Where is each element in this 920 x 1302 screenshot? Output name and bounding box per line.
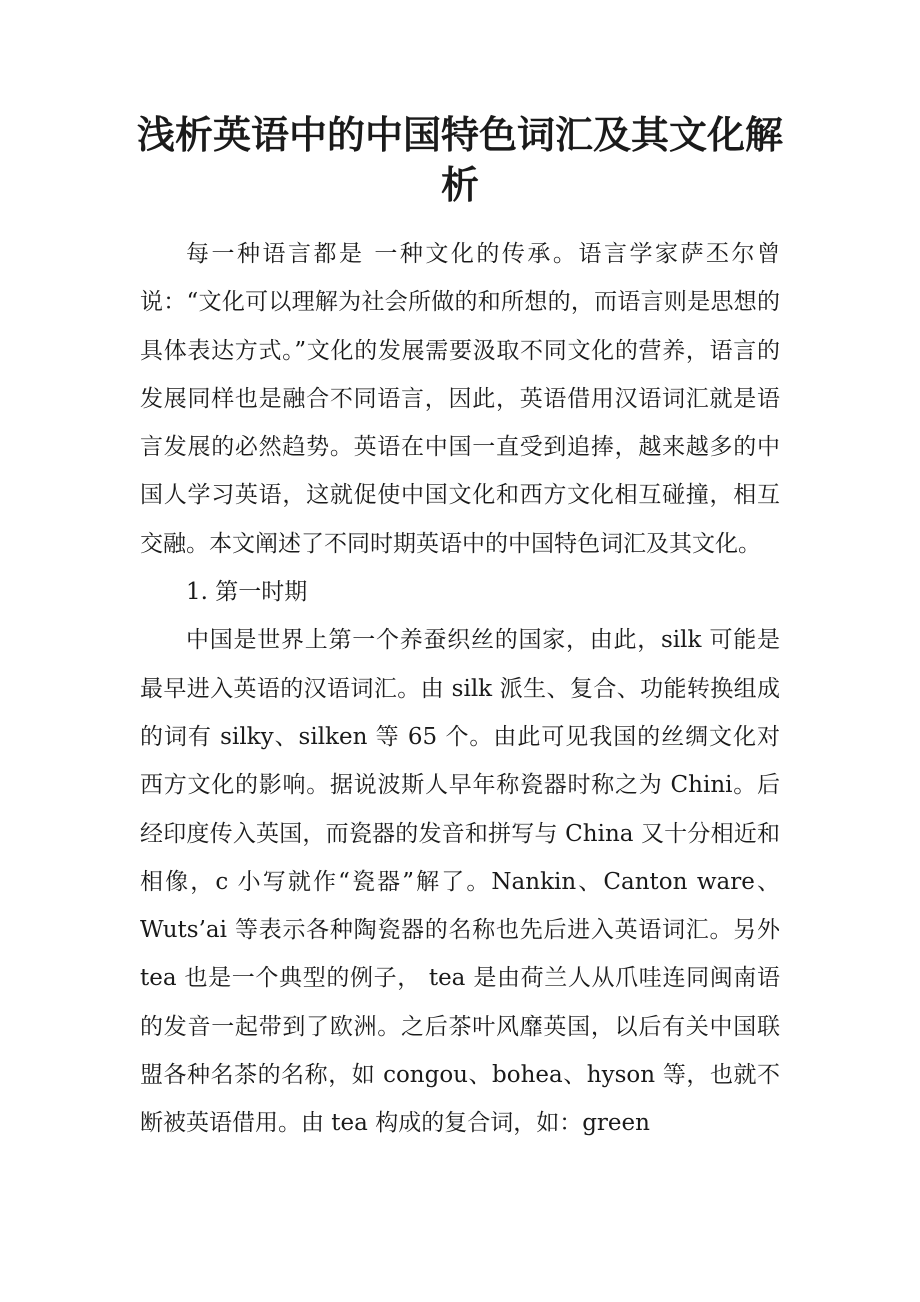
document-title: 浅析英语中的中国特色词汇及其文化解析 bbox=[136, 112, 783, 207]
section-heading: 1. 第一时期 bbox=[186, 579, 308, 606]
document-body bbox=[140, 230, 780, 1148]
section-paragraph: 中国是世界上第一个养蚕织丝的国家，由此，silk 可能是最早进入英语的汉语词汇。由 silk 派生、复合、功能转换组成的词有 silky、silken 等 65 个。由此可见我国的丝绸文化对西方文化的影响。据说波斯人早年称瓷器时称之为 Chini。后经印度传入英国，而瓷器的发音和拼写与 China 又十分相近和相像，c 小写就作“瓷器”解了。Nankin、Canton ware、Wuts’ai 等表示各种陶瓷器的名称也先后进入英语词汇。另外 tea 也是一个典型的例子， tea 是由荷兰人从爪哇连同闽南语的发音一起带到了欧洲。之后茶叶风靡英国，以后有关中国联盟各种名茶的名称，如 congou、bohea、hyson 等，也就不断被英语借用。由 tea 构成的复合词，如：green bbox=[140, 627, 780, 1137]
intro-paragraph: 每一种语言都是 一种文化的传承。语言学家萨丕尔曾说：“文化可以理解为社会所做的和所想的，而语言则是思想的具体表达方式。”文化的发展需要汲取不同文化的营养，语言的发展同样也是融合不同语言，因此，英语借用汉语词汇就是语言发展的必然趋势。英语在中国一直受到追捧，越来越多的中国人学习英语，这就促使中国文化和西方文化相互碰撞，相互交融。本文阐述了不同时期英语中的中国特色词汇及其文化。 bbox=[140, 241, 780, 557]
